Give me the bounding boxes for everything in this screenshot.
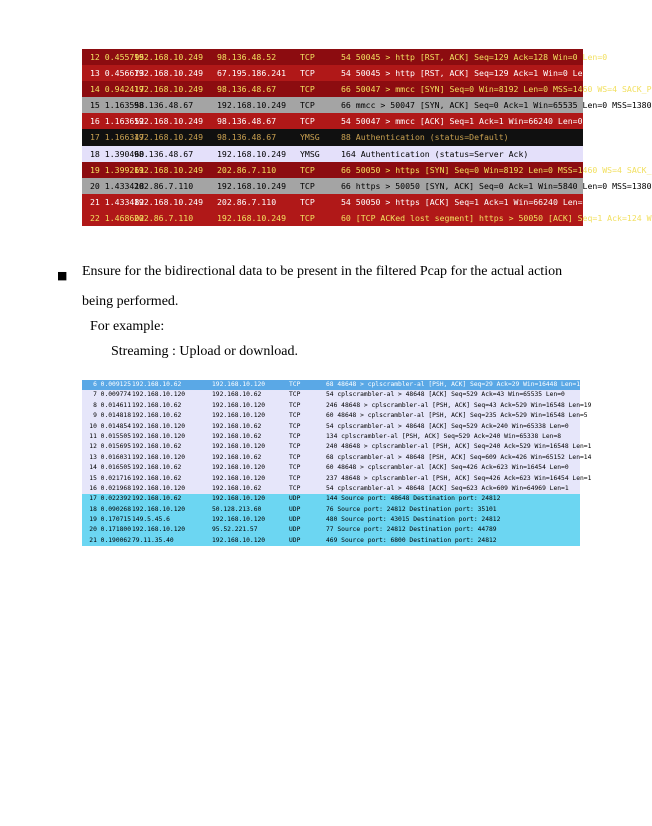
packet-protocol: YMSG (300, 132, 320, 143)
packet-number-time: 13 0.016031 (89, 453, 131, 461)
packet-protocol: TCP (289, 484, 301, 492)
packet-row (82, 65, 598, 81)
packet-row (82, 536, 580, 546)
packet-protocol: UDP (289, 536, 301, 544)
packet-protocol: TCP (289, 443, 301, 451)
packet-row (82, 97, 652, 113)
packet-destination: 50.128.213.60 (212, 505, 262, 513)
packet-row (82, 422, 580, 432)
packet-row (82, 432, 580, 442)
packet-source: 192.168.10.120 (132, 526, 186, 534)
packet-source: 149.5.45.6 (132, 516, 170, 524)
packet-number-time: 19 0.170715 (89, 516, 131, 524)
packet-source: 192.168.10.120 (132, 453, 186, 461)
packet-protocol: TCP (300, 100, 315, 111)
packet-source: 202.86.7.110 (134, 212, 194, 223)
packet-destination: 192.168.10.120 (212, 381, 266, 388)
packet-destination: 202.86.7.110 (217, 164, 277, 175)
packet-number-time: 20 1.433418 (90, 180, 145, 191)
packet-source: 192.168.10.249 (134, 52, 204, 62)
packet-info: 60 48648 > cplscrambler-al [ACK] Seq=426 Ack=623 Win=16454 Len=0 (326, 464, 569, 472)
packet-destination: 192.168.10.62 (212, 391, 262, 399)
packet-protocol: UDP (289, 505, 301, 513)
packet-source: 192.168.10.62 (132, 401, 182, 409)
packet-source: 192.168.10.120 (132, 422, 186, 430)
packet-row (82, 474, 592, 484)
packet-info: 54 50047 > mmcc [ACK] Seq=1 Ack=1 Win=66240 Len=0 (341, 116, 583, 127)
packet-number-time: 14 0.016505 (89, 464, 131, 472)
packet-source: 202.86.7.110 (134, 180, 194, 191)
packet-protocol: TCP (300, 68, 315, 79)
packet-protocol: UDP (289, 516, 301, 524)
packet-info: 469 Source port: 6800 Destination port: 24812 (326, 536, 497, 544)
packet-protocol: TCP (300, 180, 315, 191)
packet-protocol: TCP (289, 401, 301, 409)
packet-number-time: 16 1.163652 (90, 116, 145, 127)
packet-protocol: TCP (289, 474, 301, 482)
packet-source: 192.168.10.120 (132, 484, 186, 492)
example-item: Streaming : Upload or download. (111, 344, 299, 359)
packet-number-time: 9 0.014818 (93, 412, 131, 420)
packet-row (82, 380, 584, 390)
packet-source: 192.168.10.249 (134, 196, 204, 207)
packet-destination: 192.168.10.120 (212, 412, 266, 420)
packet-row (82, 463, 580, 473)
packet-destination: 192.168.10.120 (212, 401, 266, 409)
packet-source: 192.168.10.62 (132, 474, 182, 482)
packet-source: 192.168.10.62 (132, 464, 182, 472)
packet-protocol: TCP (289, 391, 301, 399)
packet-destination: 98.136.48.67 (217, 116, 277, 127)
packet-info: 246 48648 > cplscrambler-al [PSH, ACK] Seq=43 Ack=529 Win=16548 Len=19 (326, 401, 592, 409)
packet-info: 54 50045 > http [RST, ACK] Seq=129 Ack=128 Win=0 Len=0 (341, 52, 608, 62)
packet-source: 192.168.10.62 (132, 412, 182, 420)
packet-info: 134 cplscrambler-al [PSH, ACK] Seq=529 Ack=240 Win=65338 Len=8 (326, 432, 562, 440)
packet-destination: 192.168.10.120 (212, 464, 266, 472)
packet-destination: 67.195.186.241 (217, 68, 287, 79)
packet-info: 54 cplscrambler-al > 48648 [ACK] Seq=623 Ack=609 Win=64969 Len=1 (326, 484, 569, 492)
packet-info: 66 https > 50050 [SYN, ACK] Seq=0 Ack=1 Win=5840 Len=0 MSS=1380 (341, 180, 652, 191)
instruction-line-1: Ensure for the bidirectional data to be present in the filtered Pcap for the actual action (82, 264, 563, 279)
packet-destination: 98.136.48.52 (217, 52, 277, 62)
packet-destination: 192.168.10.249 (217, 100, 287, 111)
packet-destination: 192.168.10.249 (217, 180, 287, 191)
packet-number-time: 10 0.014854 (89, 422, 131, 430)
packet-row (82, 525, 580, 535)
packet-row (82, 390, 580, 400)
packet-source: 79.11.35.40 (132, 536, 174, 544)
packet-number-time: 12 0.455795 (90, 52, 145, 62)
packet-info: 237 48648 > cplscrambler-al [PSH, ACK] Seq=426 Ack=623 Win=16454 Len=1 (326, 474, 592, 482)
packet-number-time: 18 0.090268 (89, 505, 131, 513)
instruction-line-2: being performed. (82, 294, 179, 309)
packet-info: 76 Source port: 24812 Destination port: 35101 (326, 505, 497, 513)
packet-source: 192.168.10.249 (134, 132, 204, 143)
packet-row (82, 494, 580, 504)
packet-row (82, 194, 588, 210)
packet-number-time: 15 0.021716 (89, 474, 131, 482)
packet-row (82, 515, 580, 525)
packet-destination: 192.168.10.249 (217, 212, 287, 223)
packet-destination: 192.168.10.62 (212, 484, 262, 492)
packet-source: 98.136.48.67 (134, 148, 194, 159)
packet-source: 98.136.48.67 (134, 100, 194, 111)
packet-info: 54 cplscrambler-al > 48648 [ACK] Seq=529 Ack=43 Win=65535 Len=0 (326, 391, 565, 399)
packet-number-time: 15 1.163558 (90, 100, 145, 111)
packet-protocol: TCP (300, 84, 315, 95)
packet-info: 54 cplscrambler-al > 48648 [ACK] Seq=529 Ack=240 Win=65338 Len=0 (326, 422, 569, 430)
packet-info: 240 48648 > cplscrambler-al [PSH, ACK] Seq=240 Ack=529 Win=16548 Len=1 (326, 443, 592, 451)
packet-destination: 98.136.48.67 (217, 132, 277, 143)
packet-source: 192.168.10.62 (132, 381, 182, 388)
packet-destination: 192.168.10.120 (212, 443, 266, 451)
packet-source: 192.168.10.249 (134, 84, 204, 95)
packet-number-time: 16 0.021968 (89, 484, 131, 492)
packet-row (82, 505, 580, 515)
packet-row (82, 81, 652, 97)
packet-row (82, 162, 652, 178)
packet-row (82, 453, 592, 463)
packet-info: 77 Source port: 24812 Destination port: 44789 (326, 526, 497, 534)
packet-source: 192.168.10.120 (132, 432, 186, 440)
packet-info: 66 50047 > mmcc [SYN] Seq=0 Win=8192 Len=0 MSS=1460 WS=4 SACK_P (341, 84, 652, 95)
packet-destination: 192.168.10.62 (212, 422, 262, 430)
packet-row (82, 129, 583, 145)
packet-source: 192.168.10.62 (132, 443, 182, 451)
packet-number-time: 13 0.456673 (90, 68, 145, 79)
packet-source: 192.168.10.120 (132, 505, 186, 513)
packet-row (82, 49, 608, 65)
packet-protocol: TCP (300, 52, 315, 62)
packet-info: 68 48648 > cplscrambler-al [PSH, ACK] Seq=29 Ack=29 Win=16448 Len=14 (326, 381, 584, 388)
packet-number-time: 6 0.009125 (93, 381, 131, 388)
packet-row (82, 484, 580, 494)
packet-row (82, 178, 652, 194)
packet-source: 192.168.10.62 (132, 495, 182, 503)
packet-capture-screenshot-2 (82, 381, 592, 568)
packet-number-time: 11 0.015505 (89, 432, 131, 440)
packet-source: 192.168.10.249 (134, 68, 204, 79)
bullet-icon: ■ (57, 269, 68, 282)
packet-number-time: 19 1.399261 (90, 164, 145, 175)
packet-info: 54 50050 > https [ACK] Seq=1 Ack=1 Win=66240 Len=0 (341, 196, 588, 207)
packet-protocol: TCP (289, 412, 301, 420)
packet-number-time: 22 1.468602 (90, 212, 145, 223)
packet-row (82, 146, 583, 162)
packet-info: 66 50050 > https [SYN] Seq=0 Win=8192 Len=0 MSS=1460 WS=4 SACK_ (341, 164, 652, 175)
packet-number-time: 20 0.171800 (89, 526, 131, 534)
packet-protocol: UDP (289, 526, 301, 534)
packet-protocol: TCP (300, 196, 315, 207)
packet-destination: 192.168.10.120 (212, 474, 266, 482)
packet-row (82, 411, 588, 421)
packet-info: 164 Authentication (status=Server Ack) (341, 148, 529, 159)
packet-destination: 192.168.10.249 (217, 148, 287, 159)
packet-info: 66 mmcc > 50047 [SYN, ACK] Seq=0 Ack=1 Win=65535 Len=0 MSS=1380 (341, 100, 652, 111)
packet-protocol: TCP (289, 453, 301, 461)
packet-protocol: TCP (289, 381, 301, 388)
packet-destination: 192.168.10.120 (212, 495, 266, 503)
packet-info: 144 Source port: 48648 Destination port: 24812 (326, 495, 501, 503)
packet-destination: 192.168.10.120 (212, 516, 266, 524)
packet-info: 60 48648 > cplscrambler-al [PSH, ACK] Seq=235 Ack=529 Win=16548 Len=5 (326, 412, 588, 420)
example-label: For example: (90, 319, 165, 334)
packet-capture-screenshot-1 (82, 52, 652, 223)
packet-protocol: TCP (300, 212, 315, 223)
packet-destination: 192.168.10.62 (212, 453, 262, 461)
packet-protocol: UDP (289, 495, 301, 503)
packet-number-time: 8 0.014611 (93, 401, 131, 409)
packet-number-time: 21 0.190062 (89, 536, 131, 544)
packet-info: 68 cplscrambler-al > 48648 [PSH, ACK] Seq=609 Ack=426 Win=65152 Len=14 (326, 453, 592, 461)
packet-row (82, 210, 652, 226)
packet-destination: 192.168.10.62 (212, 432, 262, 440)
packet-info: 60 [TCP ACKed lost segment] https > 50050 [ACK] Seq=1 Ack=124 W (341, 212, 652, 223)
packet-protocol: TCP (300, 164, 315, 175)
packet-protocol: YMSG (300, 148, 320, 159)
packet-destination: 192.168.10.120 (212, 536, 266, 544)
packet-destination: 95.52.221.57 (212, 526, 258, 534)
packet-protocol: TCP (289, 422, 301, 430)
packet-protocol: TCP (289, 432, 301, 440)
packet-info: 88 Authentication (status=Default) (341, 132, 509, 143)
packet-number-time: 12 0.015695 (89, 443, 131, 451)
packet-row (82, 113, 583, 129)
packet-info: 54 50045 > http [RST, ACK] Seq=129 Ack=1 Win=0 Len=0 (341, 68, 598, 79)
packet-protocol: TCP (300, 116, 315, 127)
packet-protocol: TCP (289, 464, 301, 472)
packet-number-time: 18 1.390460 (90, 148, 145, 159)
packet-source: 192.168.10.249 (134, 116, 204, 127)
packet-number-time: 7 0.009774 (93, 391, 131, 399)
packet-number-time: 17 1.166347 (90, 132, 145, 143)
packet-source: 192.168.10.249 (134, 164, 204, 175)
packet-info: 480 Source port: 43015 Destination port: 24812 (326, 516, 501, 524)
packet-number-time: 14 0.942417 (90, 84, 145, 95)
packet-row (82, 401, 592, 411)
packet-row (82, 442, 592, 452)
packet-number-time: 17 0.022392 (89, 495, 131, 503)
packet-destination: 98.136.48.67 (217, 84, 277, 95)
packet-number-time: 21 1.433482 (90, 196, 145, 207)
packet-source: 192.168.10.120 (132, 391, 186, 399)
packet-destination: 202.86.7.110 (217, 196, 277, 207)
